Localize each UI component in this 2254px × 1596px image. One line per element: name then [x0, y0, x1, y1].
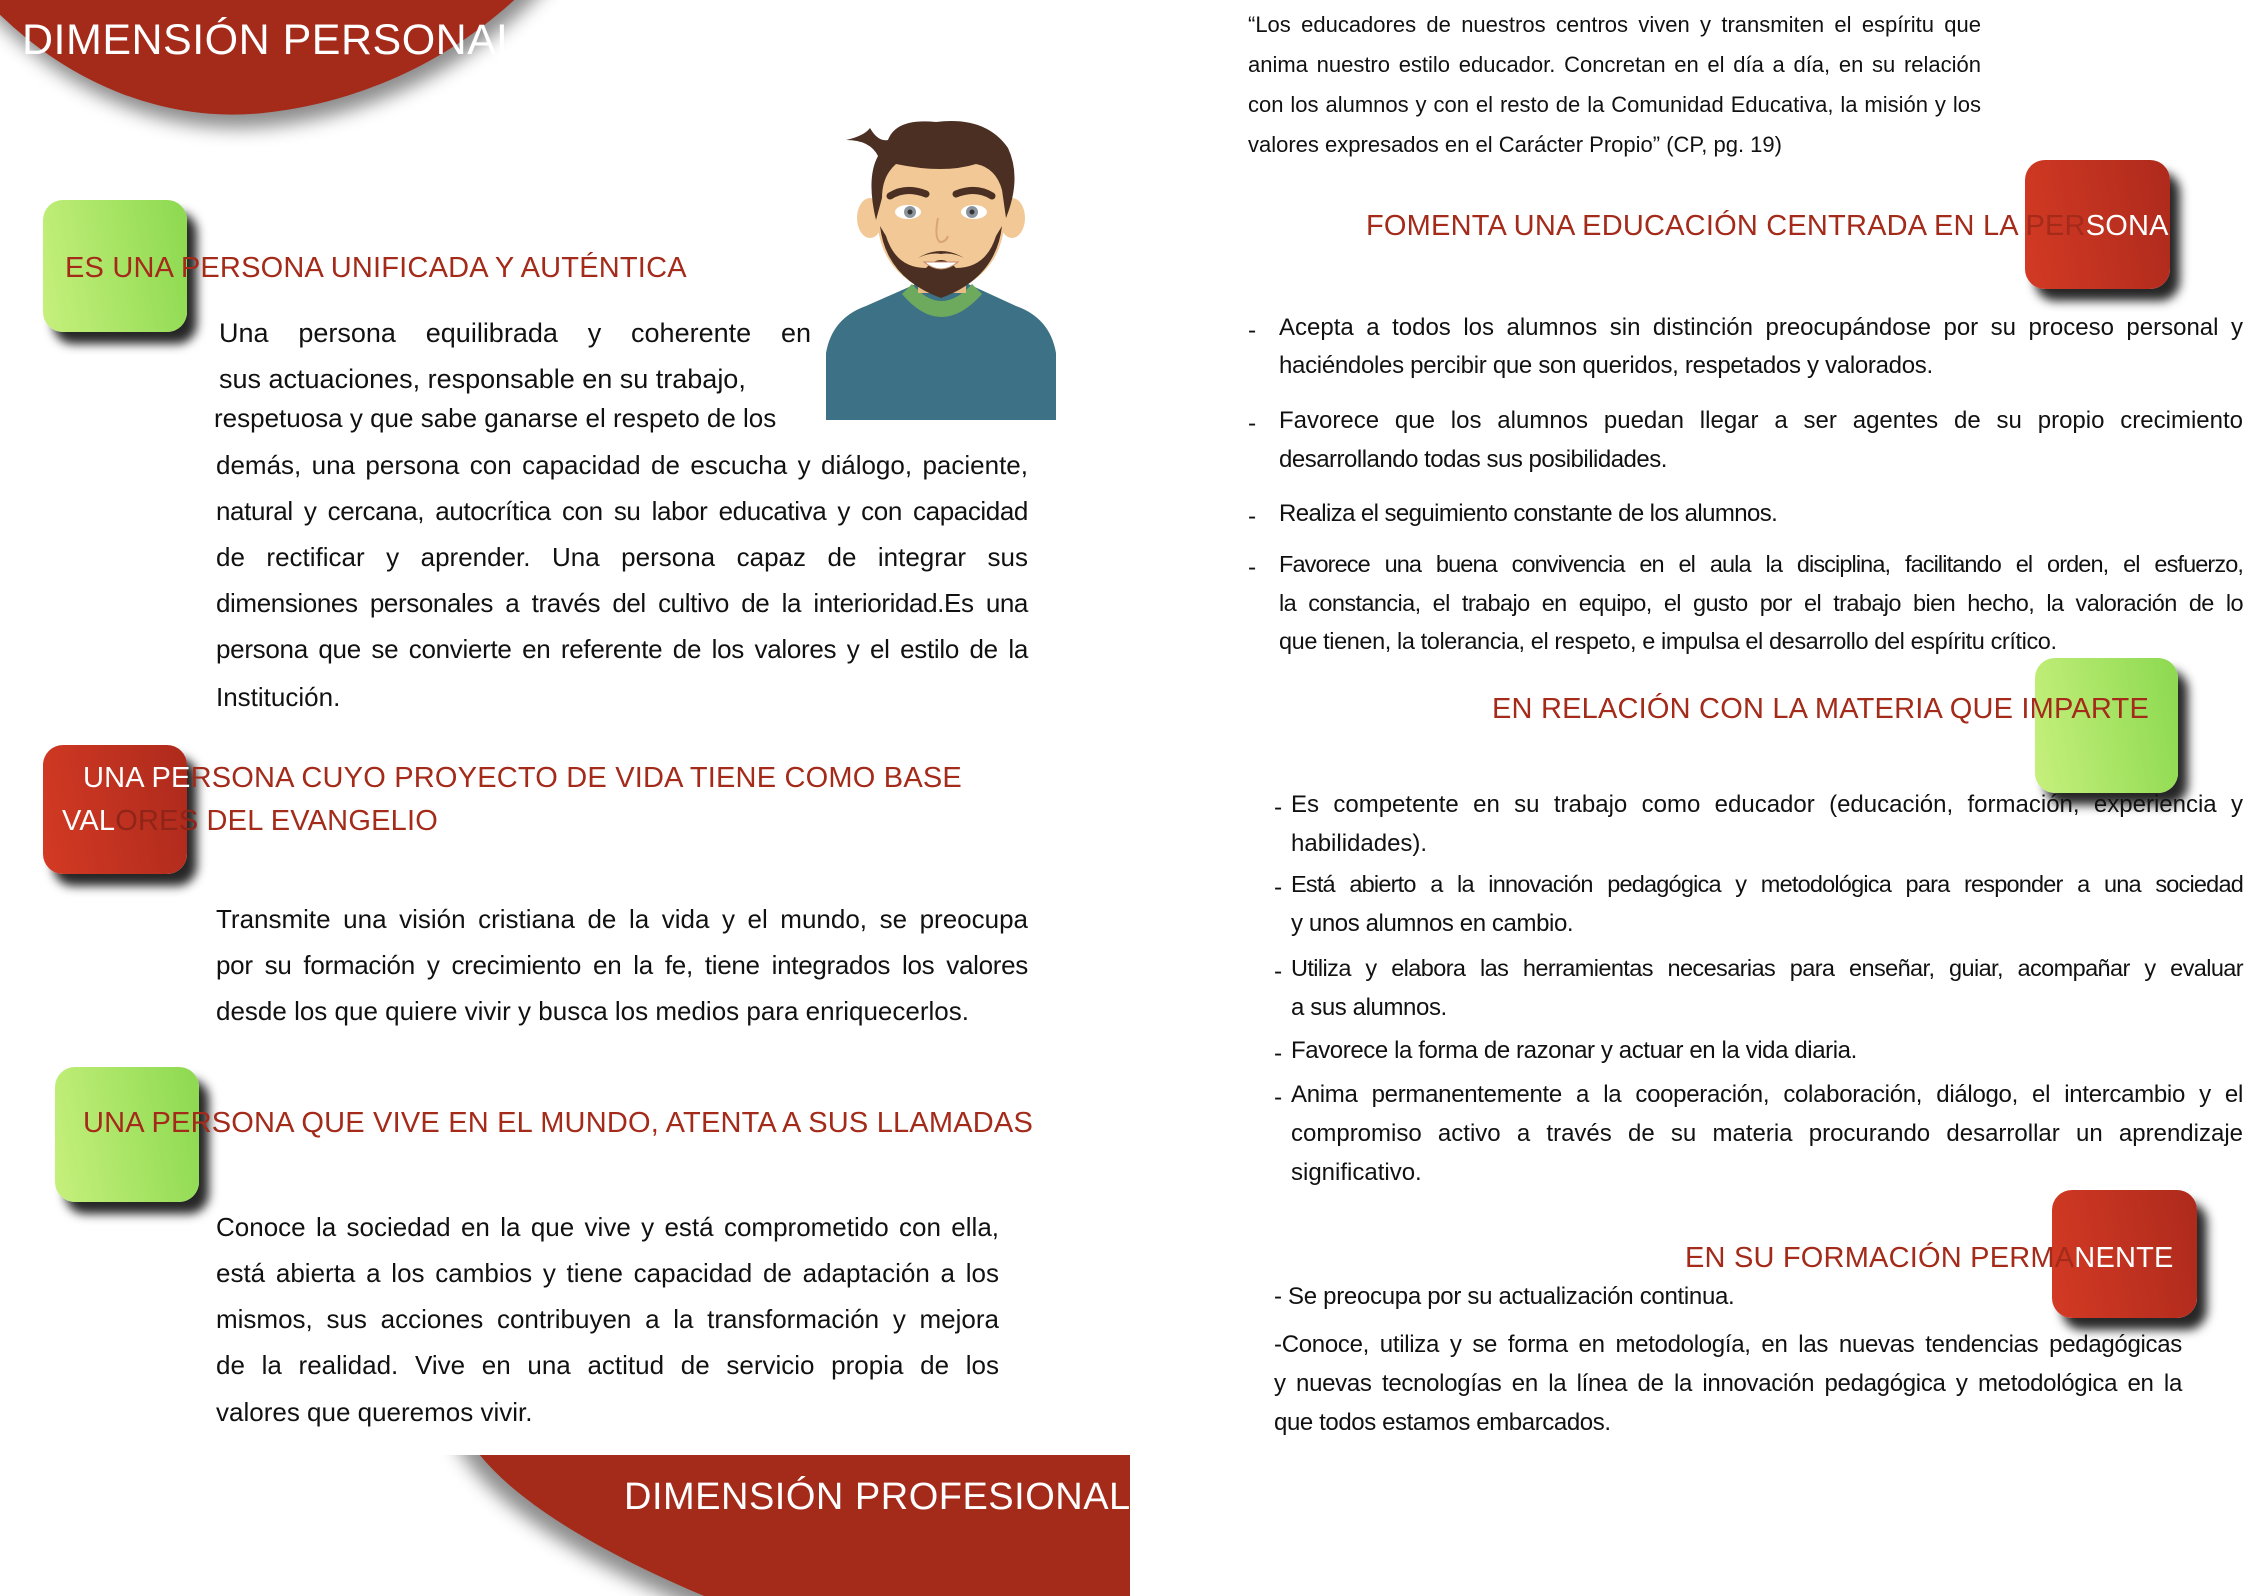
list-item-line: significativo. — [1291, 1159, 1422, 1186]
list-item-line: y unos alumnos en cambio. — [1291, 910, 1574, 937]
heading-segment: ORES — [115, 805, 207, 837]
list-item-line: que tienen, la tolerancia, el respeto, e impulsa el desarrollo del espíritu crítico. — [1279, 628, 2057, 654]
bullet-dash: - — [1248, 410, 1257, 437]
list-item-line: - Se preocupa por su actualización continua. — [1274, 1283, 1735, 1310]
list-item-line: -Conoce, utiliza y se forma en metodología, en las nuevas tendencias pedagógicas — [1274, 1331, 2182, 1358]
quote-line: valores expresados en el Carácter Propio” (CP, pg. 19) — [1248, 132, 1782, 157]
list-item-line: habilidades). — [1291, 830, 1428, 857]
list-item-line: Está abierto a la innovación pedagógica y metodológica para responder a una sociedad — [1291, 871, 2243, 897]
heading-segment: PERSONA UNIFICADA Y AUTÉNTICA — [180, 252, 687, 284]
professional-heading-materia: EN RELACIÓN CON LA MATERIA QUE IMPARTE — [1492, 693, 2150, 725]
bullet-dash: - — [1274, 794, 1283, 821]
paragraph-line: de rectificar y aprender. Una persona capaz de integrar sus — [216, 542, 1028, 572]
list-item-line: Favorece una buena convivencia en el aula la disciplina, facilitando el orden, el esfuerzo, — [1279, 551, 2243, 577]
list-item-line: la constancia, el trabajo en equipo, el gusto por el trabajo bien hecho, la valoración de lo — [1279, 590, 2243, 616]
heading-segment: VAL — [62, 805, 116, 837]
paragraph-line: demás, una persona con capacidad de escucha y diálogo, paciente, — [216, 450, 1028, 480]
list-item-line: y nuevas tecnologías en la línea de la innovación pedagógica y metodológica en la — [1274, 1370, 2182, 1397]
professional-heading-persona — [1366, 210, 2169, 243]
personal-banner-title: DIMENSIÓN PERSONAL — [22, 16, 521, 64]
list-item-line: Acepta a todos los alumnos sin distinción preocupándose por su proceso personal y — [1279, 314, 2243, 341]
list-item-line: compromiso activo a través de su materia procurando desarrollar un aprendizaje — [1291, 1120, 2243, 1147]
bullet-dash: - — [1274, 1040, 1283, 1067]
list-item-line: Utiliza y elabora las herramientas necesarias para enseñar, guiar, acompañar y evaluar — [1291, 955, 2243, 981]
paragraph-line: natural y cercana, autocrítica con su labor educativa y con capacidad — [216, 496, 1028, 526]
personal-heading-evangelio-line2 — [62, 805, 438, 838]
quote-line: “Los educadores de nuestros centros viven y transmiten el espíritu que — [1248, 12, 1981, 37]
paragraph-line: Transmite una visión cristiana de la vida y el mundo, se preocupa — [216, 904, 1028, 934]
bullet-dash: - — [1248, 503, 1257, 530]
list-item-line: Favorece la forma de razonar y actuar en la vida diaria. — [1291, 1037, 1857, 1064]
heading-segment: EN SU FORMACIÓN PERMA — [1685, 1242, 2075, 1274]
list-item-line: Favorece que los alumnos puedan llegar a ser agentes de su propio crecimiento — [1279, 407, 2243, 434]
professional-banner-title: DIMENSIÓN PROFESIONAL — [624, 1476, 1131, 1518]
bullet-dash: - — [1274, 958, 1283, 985]
paragraph-line: sus actuaciones, responsable en su trabajo, — [219, 364, 746, 394]
paragraph-line: mismos, sus acciones contribuyen a la transformación y mejora — [216, 1304, 999, 1334]
list-item-line: que todos estamos embarcados. — [1274, 1409, 1611, 1436]
heading-segment: DEL EVANGELIO — [206, 805, 438, 837]
paragraph-line: Una persona equilibrada y coherente en — [219, 318, 811, 348]
paragraph-line: de la realidad. Vive en una actitud de servicio propia de los — [216, 1350, 999, 1380]
paragraph-line: respetuosa y que sabe ganarse el respeto de los — [214, 403, 777, 433]
list-item-line: Realiza el seguimiento constante de los alumnos. — [1279, 500, 1778, 527]
professional-heading-formacion — [1685, 1242, 2174, 1275]
quote-line: con los alumnos y con el resto de la Comunidad Educativa, la misión y los — [1248, 92, 1981, 117]
heading-segment: NENTE — [2074, 1242, 2174, 1274]
quote-line: anima nuestro estilo educador. Concretan en el día a día, en su relación — [1248, 52, 1981, 77]
paragraph-line: persona que se convierte en referente de los valores y el estilo de la — [216, 634, 1028, 664]
list-item-line: desarrollando todas sus posibilidades. — [1279, 446, 1667, 473]
paragraph-line: valores que queremos vivir. — [216, 1397, 533, 1427]
heading-segment: ES UNA — [65, 252, 181, 284]
bullet-dash: - — [1274, 874, 1283, 901]
list-item-line: Es competente en su trabajo como educador (educación, formación, experiencia y — [1291, 791, 2243, 818]
list-item-line: Anima permanentemente a la cooperación, colaboración, diálogo, el intercambio y el — [1291, 1081, 2243, 1108]
paragraph-line: dimensiones personales a través del cultivo de la interioridad.Es una — [216, 588, 1028, 618]
bullet-dash: - — [1248, 317, 1257, 344]
heading-segment: RSONA CUYO PROYECTO DE VIDA TIENE COMO BASE — [190, 762, 962, 794]
paragraph-line: Conoce la sociedad en la que vive y está comprometido con ella, — [216, 1212, 999, 1242]
paragraph-line: por su formación y crecimiento en la fe, tiene integrados los valores — [216, 950, 1028, 980]
personal-heading-evangelio-line1 — [83, 762, 962, 795]
paragraph-line: está abierta a los cambios y tiene capacidad de adaptación a los — [216, 1258, 999, 1288]
paragraph-line: Institución. — [216, 682, 341, 712]
bullet-dash: - — [1248, 554, 1257, 581]
list-item-line: a sus alumnos. — [1291, 994, 1447, 1021]
heading-segment: SONA — [2085, 210, 2169, 242]
bullet-dash: - — [1274, 1084, 1283, 1111]
personal-heading-unificada — [65, 252, 687, 285]
paragraph-line: desde los que quiere vivir y busca los medios para enriquecerlos. — [216, 996, 969, 1026]
personal-heading-mundo: UNA PERSONA QUE VIVE EN EL MUNDO, ATENTA A SUS LLAMADAS — [83, 1107, 1034, 1139]
list-item-line: haciéndoles percibir que son queridos, respetados y valorados. — [1279, 352, 1933, 379]
teacher-avatar-icon — [826, 118, 1056, 420]
heading-segment: FOMENTA UNA EDUCACIÓN CENTRADA EN LA PER — [1366, 210, 2086, 242]
heading-segment: UNA PE — [83, 762, 191, 794]
